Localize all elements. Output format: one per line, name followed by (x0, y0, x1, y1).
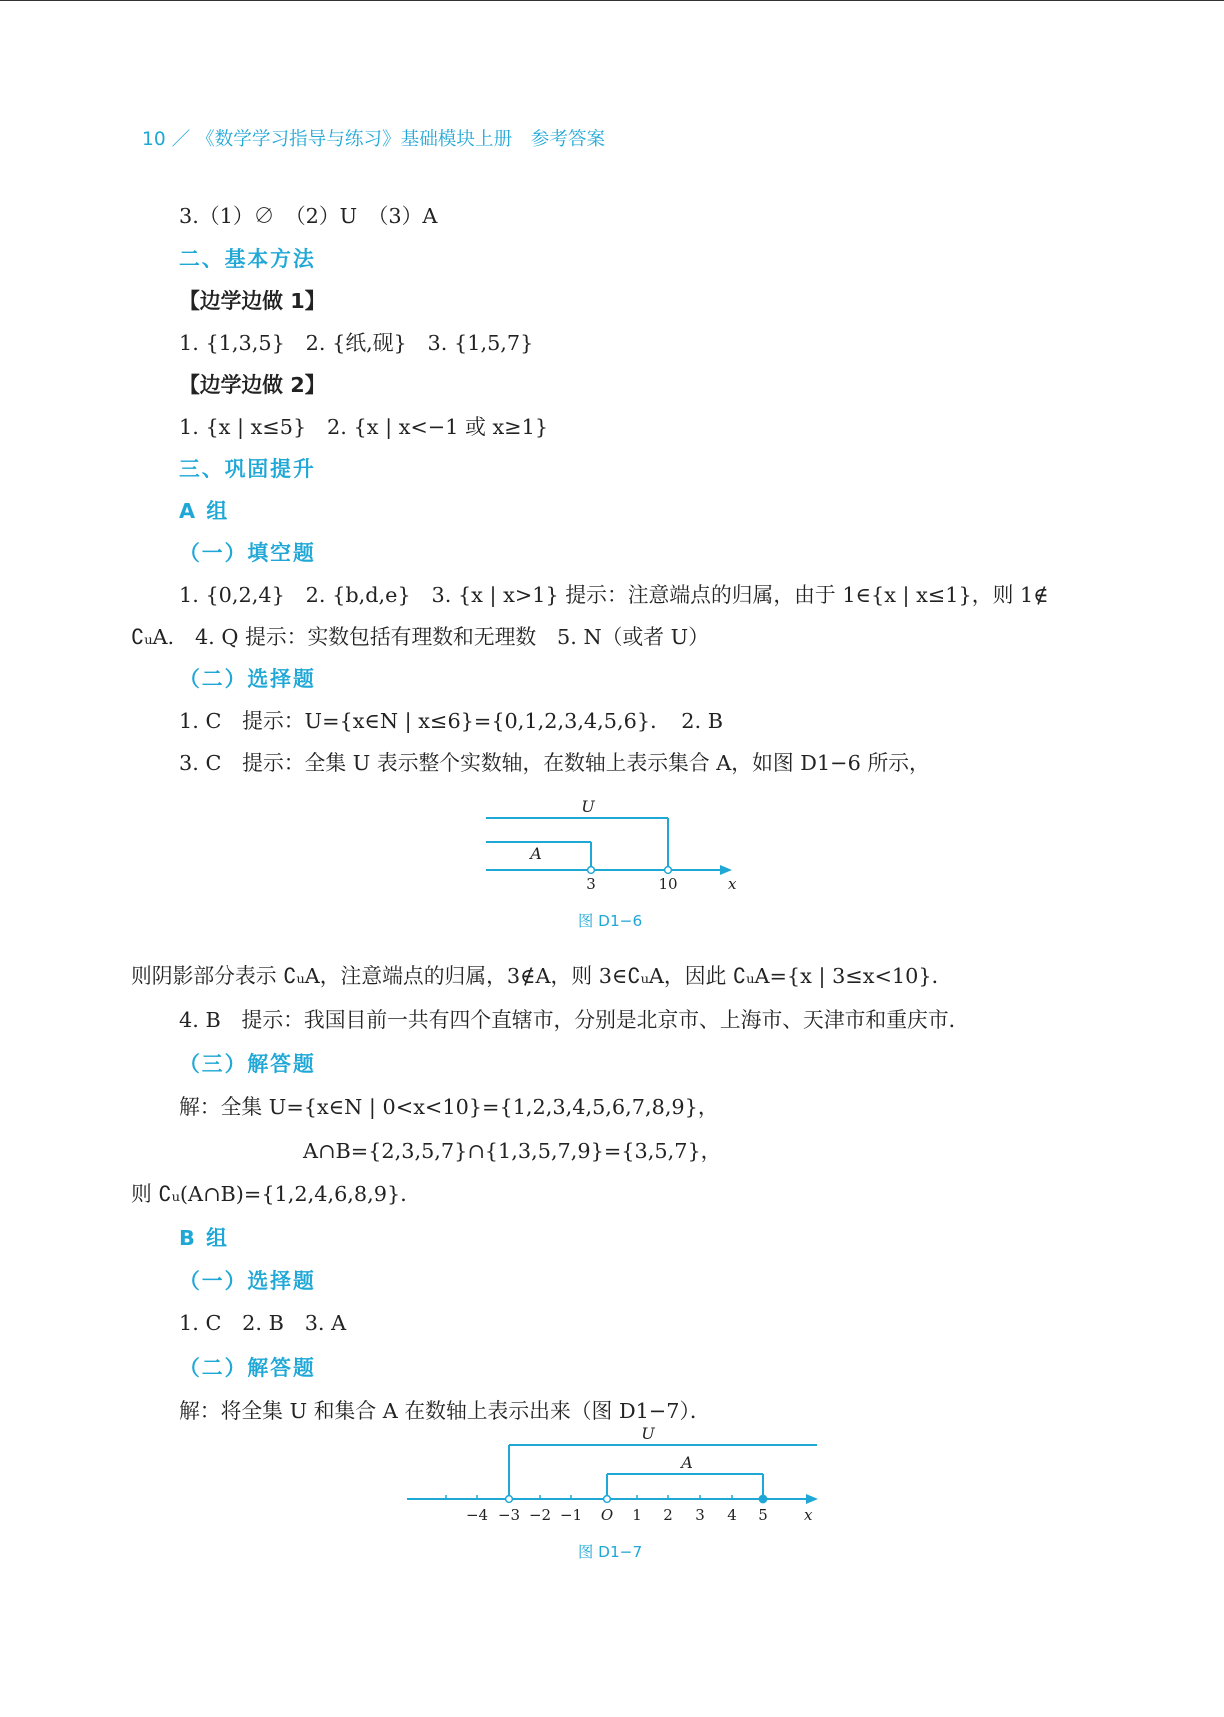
tick-label-3: 3 (586, 875, 596, 893)
answer-line: 1. C 2. B 3. A (179, 1311, 347, 1335)
open-endpoint-0 (604, 1496, 611, 1503)
answer-line: 1. C 提示：U={x∈N | x≤6}={0,1,2,3,4,5,6}． 2. B (179, 709, 724, 733)
section-heading: 三、巩固提升 (179, 457, 316, 481)
open-endpoint-10 (665, 867, 672, 874)
figure-d1-7 (400, 1425, 830, 1525)
tick-label: −1 (559, 1506, 583, 1524)
tick-label: 4 (727, 1506, 737, 1524)
answer-line: 4. B 提示：我国目前一共有四个直辖市，分别是北京市、上海市、天津市和重庆市． (179, 1008, 970, 1032)
running-header: 10 ／ 《数学学习指导与练习》基础模块上册 参考答案 (142, 129, 606, 150)
tick-label: 5 (758, 1506, 768, 1524)
label-a: A (681, 1453, 693, 1472)
answer-line: 1. {x | x≤5} 2. {x | x<−1 或 x≥1} (179, 415, 549, 439)
question-type-heading: （一）填空题 (179, 541, 316, 565)
tick-label-10: 10 (658, 875, 678, 893)
group-heading: B 组 (179, 1226, 229, 1250)
figure-d1-6 (480, 795, 750, 895)
axis-arrow-icon (720, 865, 732, 875)
open-endpoint-3 (588, 867, 595, 874)
answer-line: 1. {0,2,4} 2. {b,d,e} 3. {x | x>1} 提示：注意端点的归属，由于 1∈{x | x≤1}，则 1∉ (179, 583, 1049, 607)
label-u: U (641, 1424, 655, 1443)
question-type-heading: （二）解答题 (179, 1356, 316, 1380)
top-border (0, 0, 1224, 1)
answer-line: 3.（1）∅ （2）U （3）A (179, 204, 438, 228)
open-endpoint-neg3 (506, 1496, 513, 1503)
answer-line: 1. {1,3,5} 2. {纸,砚} 3. {1,5,7} (179, 331, 534, 355)
axis-arrow-icon (806, 1494, 818, 1504)
tick-label: −2 (528, 1506, 552, 1524)
answer-line: 则 ∁ᵤ(A∩B)={1,2,4,6,8,9}． (131, 1182, 422, 1206)
question-type-heading: （三）解答题 (179, 1052, 316, 1076)
section-heading: 二、基本方法 (179, 247, 316, 271)
tick-label: −4 (465, 1506, 489, 1524)
tick-label: 2 (663, 1506, 673, 1524)
answer-line: 则阴影部分表示 ∁ᵤA，注意端点的归属，3∉A，则 3∈∁ᵤA，因此 ∁ᵤA={x | 3≤x<10}． (131, 964, 953, 988)
group-heading: A 组 (179, 499, 230, 523)
axis-label-x: x (728, 875, 737, 893)
tick-label: 1 (632, 1506, 642, 1524)
tick-label-origin: O (600, 1506, 614, 1524)
subsection-heading: 【边学边做 1】 (179, 289, 326, 313)
answer-line: 解：全集 U={x∈N | 0<x<10}={1,2,3,4,5,6,7,8,9}， (179, 1095, 719, 1119)
answer-line-continued: ∁ᵤA. 4. Q 提示：实数包括有理数和无理数 5. N（或者 U） (131, 625, 709, 649)
tick-label: −3 (497, 1506, 521, 1524)
figure-caption: 图 D1−7 (578, 1543, 643, 1561)
tick-label: 3 (695, 1506, 705, 1524)
label-u: U (581, 797, 595, 816)
question-type-heading: （一）选择题 (179, 1269, 316, 1293)
answer-line: 解：将全集 U 和集合 A 在数轴上表示出来（图 D1−7）． (179, 1399, 711, 1423)
figure-caption: 图 D1−6 (578, 912, 643, 930)
axis-label-x: x (804, 1506, 813, 1524)
answer-line: A∩B={2,3,5,7}∩{1,3,5,7,9}={3,5,7}， (303, 1139, 722, 1163)
closed-endpoint-5 (759, 1495, 766, 1502)
label-a: A (530, 844, 542, 863)
subsection-heading: 【边学边做 2】 (179, 373, 326, 397)
question-type-heading: （二）选择题 (179, 667, 316, 691)
answer-line: 3. C 提示：全集 U 表示整个实数轴，在数轴上表示集合 A，如图 D1−6 所示， (179, 751, 930, 775)
